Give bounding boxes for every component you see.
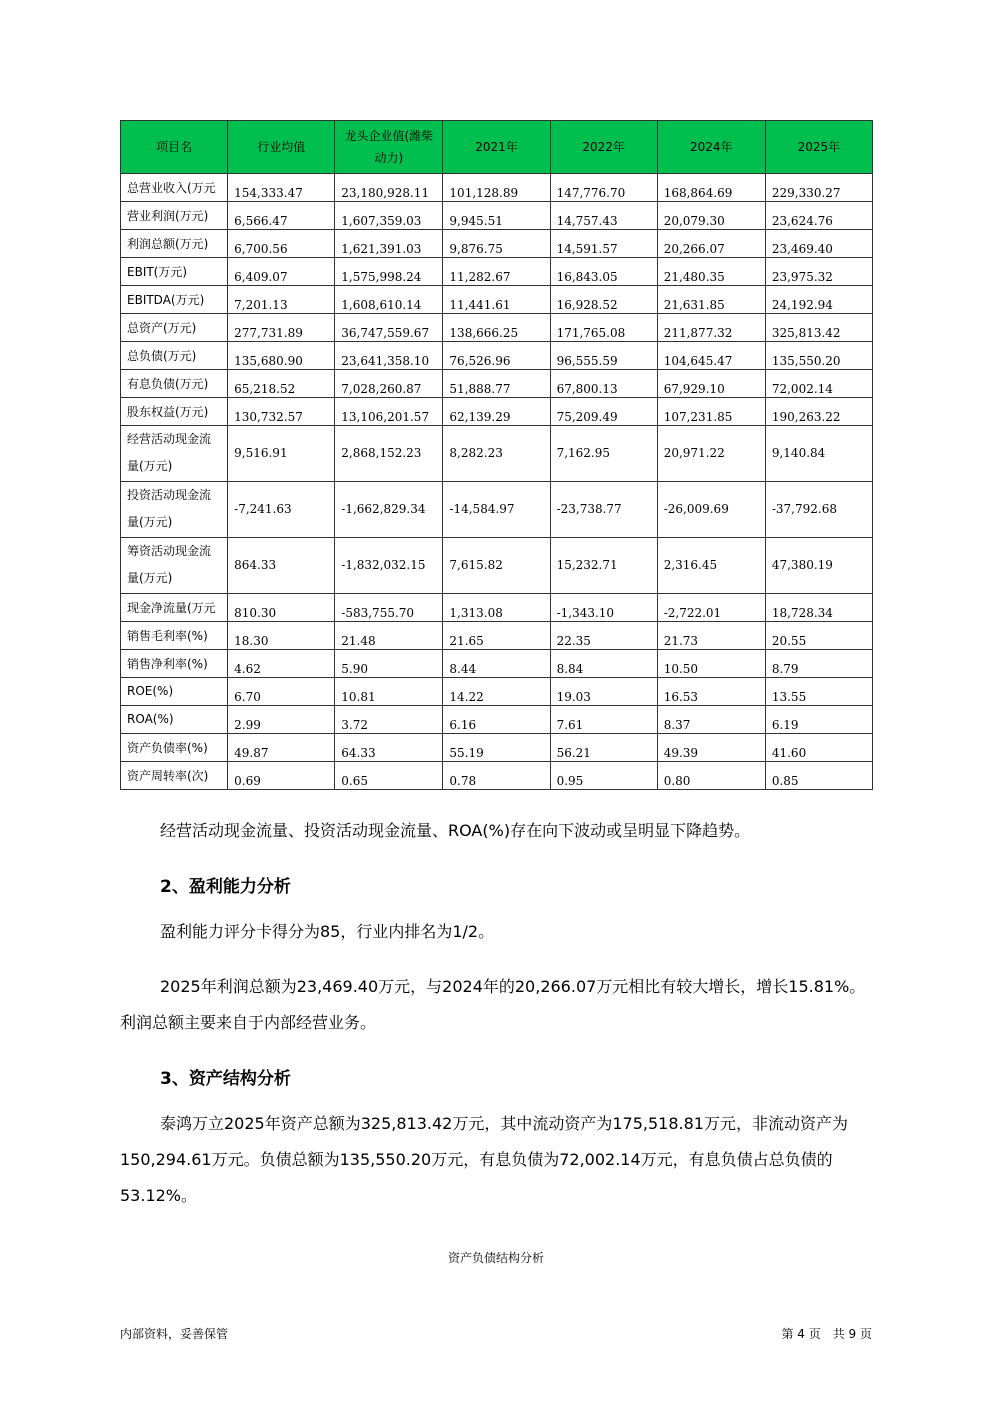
row-label: 销售毛利率(%) [121, 622, 228, 650]
row-label: EBITDA(万元) [121, 286, 228, 314]
table-row [121, 286, 873, 314]
table-cell: 13.55 [765, 678, 872, 706]
table-cell: -1,662,829.34 [335, 482, 443, 538]
table-cell: 6,700.56 [228, 230, 335, 258]
header-cell: 行业均值 [228, 121, 335, 174]
table-cell: 6,566.47 [228, 202, 335, 230]
table-cell: 76,526.96 [443, 342, 550, 370]
table-cell: 22.35 [550, 622, 657, 650]
table-cell: 14,591.57 [550, 230, 657, 258]
table-row [121, 482, 873, 538]
row-label: EBIT(万元) [121, 258, 228, 286]
row-label: 总营业收入(万元 [121, 174, 228, 202]
table-cell: 2,868,152.23 [335, 426, 443, 482]
table-cell: 190,263.22 [765, 398, 872, 426]
row-label: 现金净流量(万元 [121, 594, 228, 622]
figure-caption: 资产负债结构分析 [447, 1251, 544, 1265]
table-cell: 47,380.19 [765, 538, 872, 594]
table-row [121, 594, 873, 622]
table-cell: 6,409.07 [228, 258, 335, 286]
table-cell: 147,776.70 [550, 174, 657, 202]
table-cell: 104,645.47 [657, 342, 765, 370]
row-label: 资产负债率(%) [121, 734, 228, 762]
table-cell: 9,140.84 [765, 426, 872, 482]
table-cell: 51,888.77 [443, 370, 550, 398]
row-label: 筹资活动现金流量(万元) [121, 538, 228, 594]
table-cell: 325,813.42 [765, 314, 872, 342]
table-cell: 18,728.34 [765, 594, 872, 622]
table-cell: 171,765.08 [550, 314, 657, 342]
table-cell: 21.48 [335, 622, 443, 650]
profit-paragraph: 2025年利润总额为23,469.40万元，与2024年的20,266.07万元相比有较大增长，增长15.81%。利润总额主要来自于内部经营业务。 [120, 977, 866, 1032]
table-cell: 0.85 [765, 762, 872, 790]
table-cell: 8.44 [443, 650, 550, 678]
table-cell: 64.33 [335, 734, 443, 762]
table-cell: 2.99 [228, 706, 335, 734]
row-label: 总资产(万元) [121, 314, 228, 342]
table-cell: 96,555.59 [550, 342, 657, 370]
table-row [121, 706, 873, 734]
table-cell: 8.84 [550, 650, 657, 678]
row-label: 营业利润(万元) [121, 202, 228, 230]
table-cell: 8.79 [765, 650, 872, 678]
table-cell: 16.53 [657, 678, 765, 706]
table-cell: 56.21 [550, 734, 657, 762]
table-cell: 10.81 [335, 678, 443, 706]
table-cell: 16,843.05 [550, 258, 657, 286]
table-cell: 21,480.35 [657, 258, 765, 286]
footer-page-number: 第 4 页 共 9 页 [781, 1327, 872, 1341]
table-cell: 0.65 [335, 762, 443, 790]
table-cell: 16,928.52 [550, 286, 657, 314]
table-row [121, 370, 873, 398]
table-cell: 67,929.10 [657, 370, 765, 398]
table-cell: 14,757.43 [550, 202, 657, 230]
asset-paragraph: 泰鸿万立2025年资产总额为325,813.42万元，其中流动资产为175,518.81万元，非流动资产为150,294.61万元。负债总额为135,550.20万元，有息负债为72,002.14万元，有息负债占总负债的53.12%。 [120, 1114, 848, 1205]
table-cell: -26,009.69 [657, 482, 765, 538]
table-cell: 101,128.89 [443, 174, 550, 202]
table-row [121, 650, 873, 678]
table-cell: -23,738.77 [550, 482, 657, 538]
header-cell: 2021年 [443, 121, 550, 174]
table-cell: 21.65 [443, 622, 550, 650]
table-row [121, 258, 873, 286]
table-cell: 1,607,359.03 [335, 202, 443, 230]
table-cell: 21,631.85 [657, 286, 765, 314]
table-cell: 11,441.61 [443, 286, 550, 314]
table-cell: 23,469.40 [765, 230, 872, 258]
table-cell: 23,624.76 [765, 202, 872, 230]
row-label: 总负债(万元) [121, 342, 228, 370]
row-label: 股东权益(万元) [121, 398, 228, 426]
table-cell: 107,231.85 [657, 398, 765, 426]
row-label: 有息负债(万元) [121, 370, 228, 398]
table-cell: 168,864.69 [657, 174, 765, 202]
table-row [121, 342, 873, 370]
table-cell: 2,316.45 [657, 538, 765, 594]
header-cell: 项目名 [121, 121, 228, 174]
table-cell: 36,747,559.67 [335, 314, 443, 342]
table-cell: 9,876.75 [443, 230, 550, 258]
header-cell: 2025年 [765, 121, 872, 174]
row-label: 资产周转率(次) [121, 762, 228, 790]
table-cell: 20,079.30 [657, 202, 765, 230]
trend-note: 经营活动现金流量、投资活动现金流量、ROA(%)存在向下波动或呈明显下降趋势。 [160, 821, 751, 840]
table-cell: 23,180,928.11 [335, 174, 443, 202]
table-cell: 49.87 [228, 734, 335, 762]
table-cell: 8.37 [657, 706, 765, 734]
table-cell: 9,516.91 [228, 426, 335, 482]
table-header-row [121, 121, 873, 174]
table-cell: 7,162.95 [550, 426, 657, 482]
table-cell: 55.19 [443, 734, 550, 762]
table-cell: 6.19 [765, 706, 872, 734]
financial-table [120, 120, 873, 790]
table-cell: 15,232.71 [550, 538, 657, 594]
table-cell: 23,975.32 [765, 258, 872, 286]
table-cell: 20,266.07 [657, 230, 765, 258]
table-cell: 19.03 [550, 678, 657, 706]
table-cell: 229,330.27 [765, 174, 872, 202]
table-cell: 75,209.49 [550, 398, 657, 426]
table-cell: 20.55 [765, 622, 872, 650]
table-row [121, 202, 873, 230]
table-cell: 138,666.25 [443, 314, 550, 342]
table-row [121, 174, 873, 202]
table-cell: -1,343.10 [550, 594, 657, 622]
table-cell: 277,731.89 [228, 314, 335, 342]
table-cell: 23,641,358.10 [335, 342, 443, 370]
table-cell: 7,201.13 [228, 286, 335, 314]
table-row [121, 230, 873, 258]
table-cell: -2,722.01 [657, 594, 765, 622]
row-label: 利润总额(万元) [121, 230, 228, 258]
table-cell: 810.30 [228, 594, 335, 622]
row-label: ROE(%) [121, 678, 228, 706]
table-cell: 135,550.20 [765, 342, 872, 370]
table-cell: 4.62 [228, 650, 335, 678]
table-cell: 1,621,391.03 [335, 230, 443, 258]
score-line: 盈利能力评分卡得分为85，行业内排名为1/2。 [160, 922, 495, 941]
table-cell: 130,732.57 [228, 398, 335, 426]
row-label: 投资活动现金流量(万元) [121, 482, 228, 538]
table-cell: -1,832,032.15 [335, 538, 443, 594]
table-cell: 49.39 [657, 734, 765, 762]
table-row [121, 678, 873, 706]
table-cell: 20,971.22 [657, 426, 765, 482]
table-cell: -7,241.63 [228, 482, 335, 538]
table-row [121, 426, 873, 482]
table-cell: 3.72 [335, 706, 443, 734]
table-cell: 11,282.67 [443, 258, 550, 286]
row-label: 经营活动现金流量(万元) [121, 426, 228, 482]
row-label: 销售净利率(%) [121, 650, 228, 678]
table-cell: 62,139.29 [443, 398, 550, 426]
table-cell: 21.73 [657, 622, 765, 650]
table-body [121, 174, 873, 790]
table-cell: -583,755.70 [335, 594, 443, 622]
table-cell: 5.90 [335, 650, 443, 678]
table-cell: 0.78 [443, 762, 550, 790]
table-row [121, 538, 873, 594]
table-cell: 14.22 [443, 678, 550, 706]
table-cell: 7,028,260.87 [335, 370, 443, 398]
table-cell: 9,945.51 [443, 202, 550, 230]
table-row [121, 622, 873, 650]
table-cell: 24,192.94 [765, 286, 872, 314]
table-row [121, 314, 873, 342]
table-cell: 8,282.23 [443, 426, 550, 482]
table-cell: 154,333.47 [228, 174, 335, 202]
table-cell: 135,680.90 [228, 342, 335, 370]
table-cell: 65,218.52 [228, 370, 335, 398]
table-cell: 1,575,998.24 [335, 258, 443, 286]
table-cell: 864.33 [228, 538, 335, 594]
table-cell: 41.60 [765, 734, 872, 762]
header-cell: 2024年 [657, 121, 765, 174]
table-cell: -37,792.68 [765, 482, 872, 538]
table-cell: 0.69 [228, 762, 335, 790]
table-cell: 1,608,610.14 [335, 286, 443, 314]
table-cell: 7,615.82 [443, 538, 550, 594]
table-cell: 1,313.08 [443, 594, 550, 622]
table-cell: 13,106,201.57 [335, 398, 443, 426]
header-cell: 龙头企业值(潍柴动力) [335, 121, 443, 174]
row-label: ROA(%) [121, 706, 228, 734]
table-cell: 211,877.32 [657, 314, 765, 342]
table-cell: 7.61 [550, 706, 657, 734]
table-cell: 0.80 [657, 762, 765, 790]
table-cell: 72,002.14 [765, 370, 872, 398]
footer-confidential: 内部资料，妥善保管 [120, 1327, 229, 1341]
table-cell: 18.30 [228, 622, 335, 650]
table-row [121, 398, 873, 426]
table-row [121, 734, 873, 762]
table-row [121, 762, 873, 790]
table-cell: 6.70 [228, 678, 335, 706]
section-heading-asset-structure: 3、资产结构分析 [160, 1069, 291, 1089]
table-cell: 67,800.13 [550, 370, 657, 398]
section-heading-profitability: 2、盈利能力分析 [160, 877, 291, 897]
table-cell: 6.16 [443, 706, 550, 734]
header-cell: 2022年 [550, 121, 657, 174]
table-cell: 0.95 [550, 762, 657, 790]
table-cell: -14,584.97 [443, 482, 550, 538]
table-cell: 10.50 [657, 650, 765, 678]
